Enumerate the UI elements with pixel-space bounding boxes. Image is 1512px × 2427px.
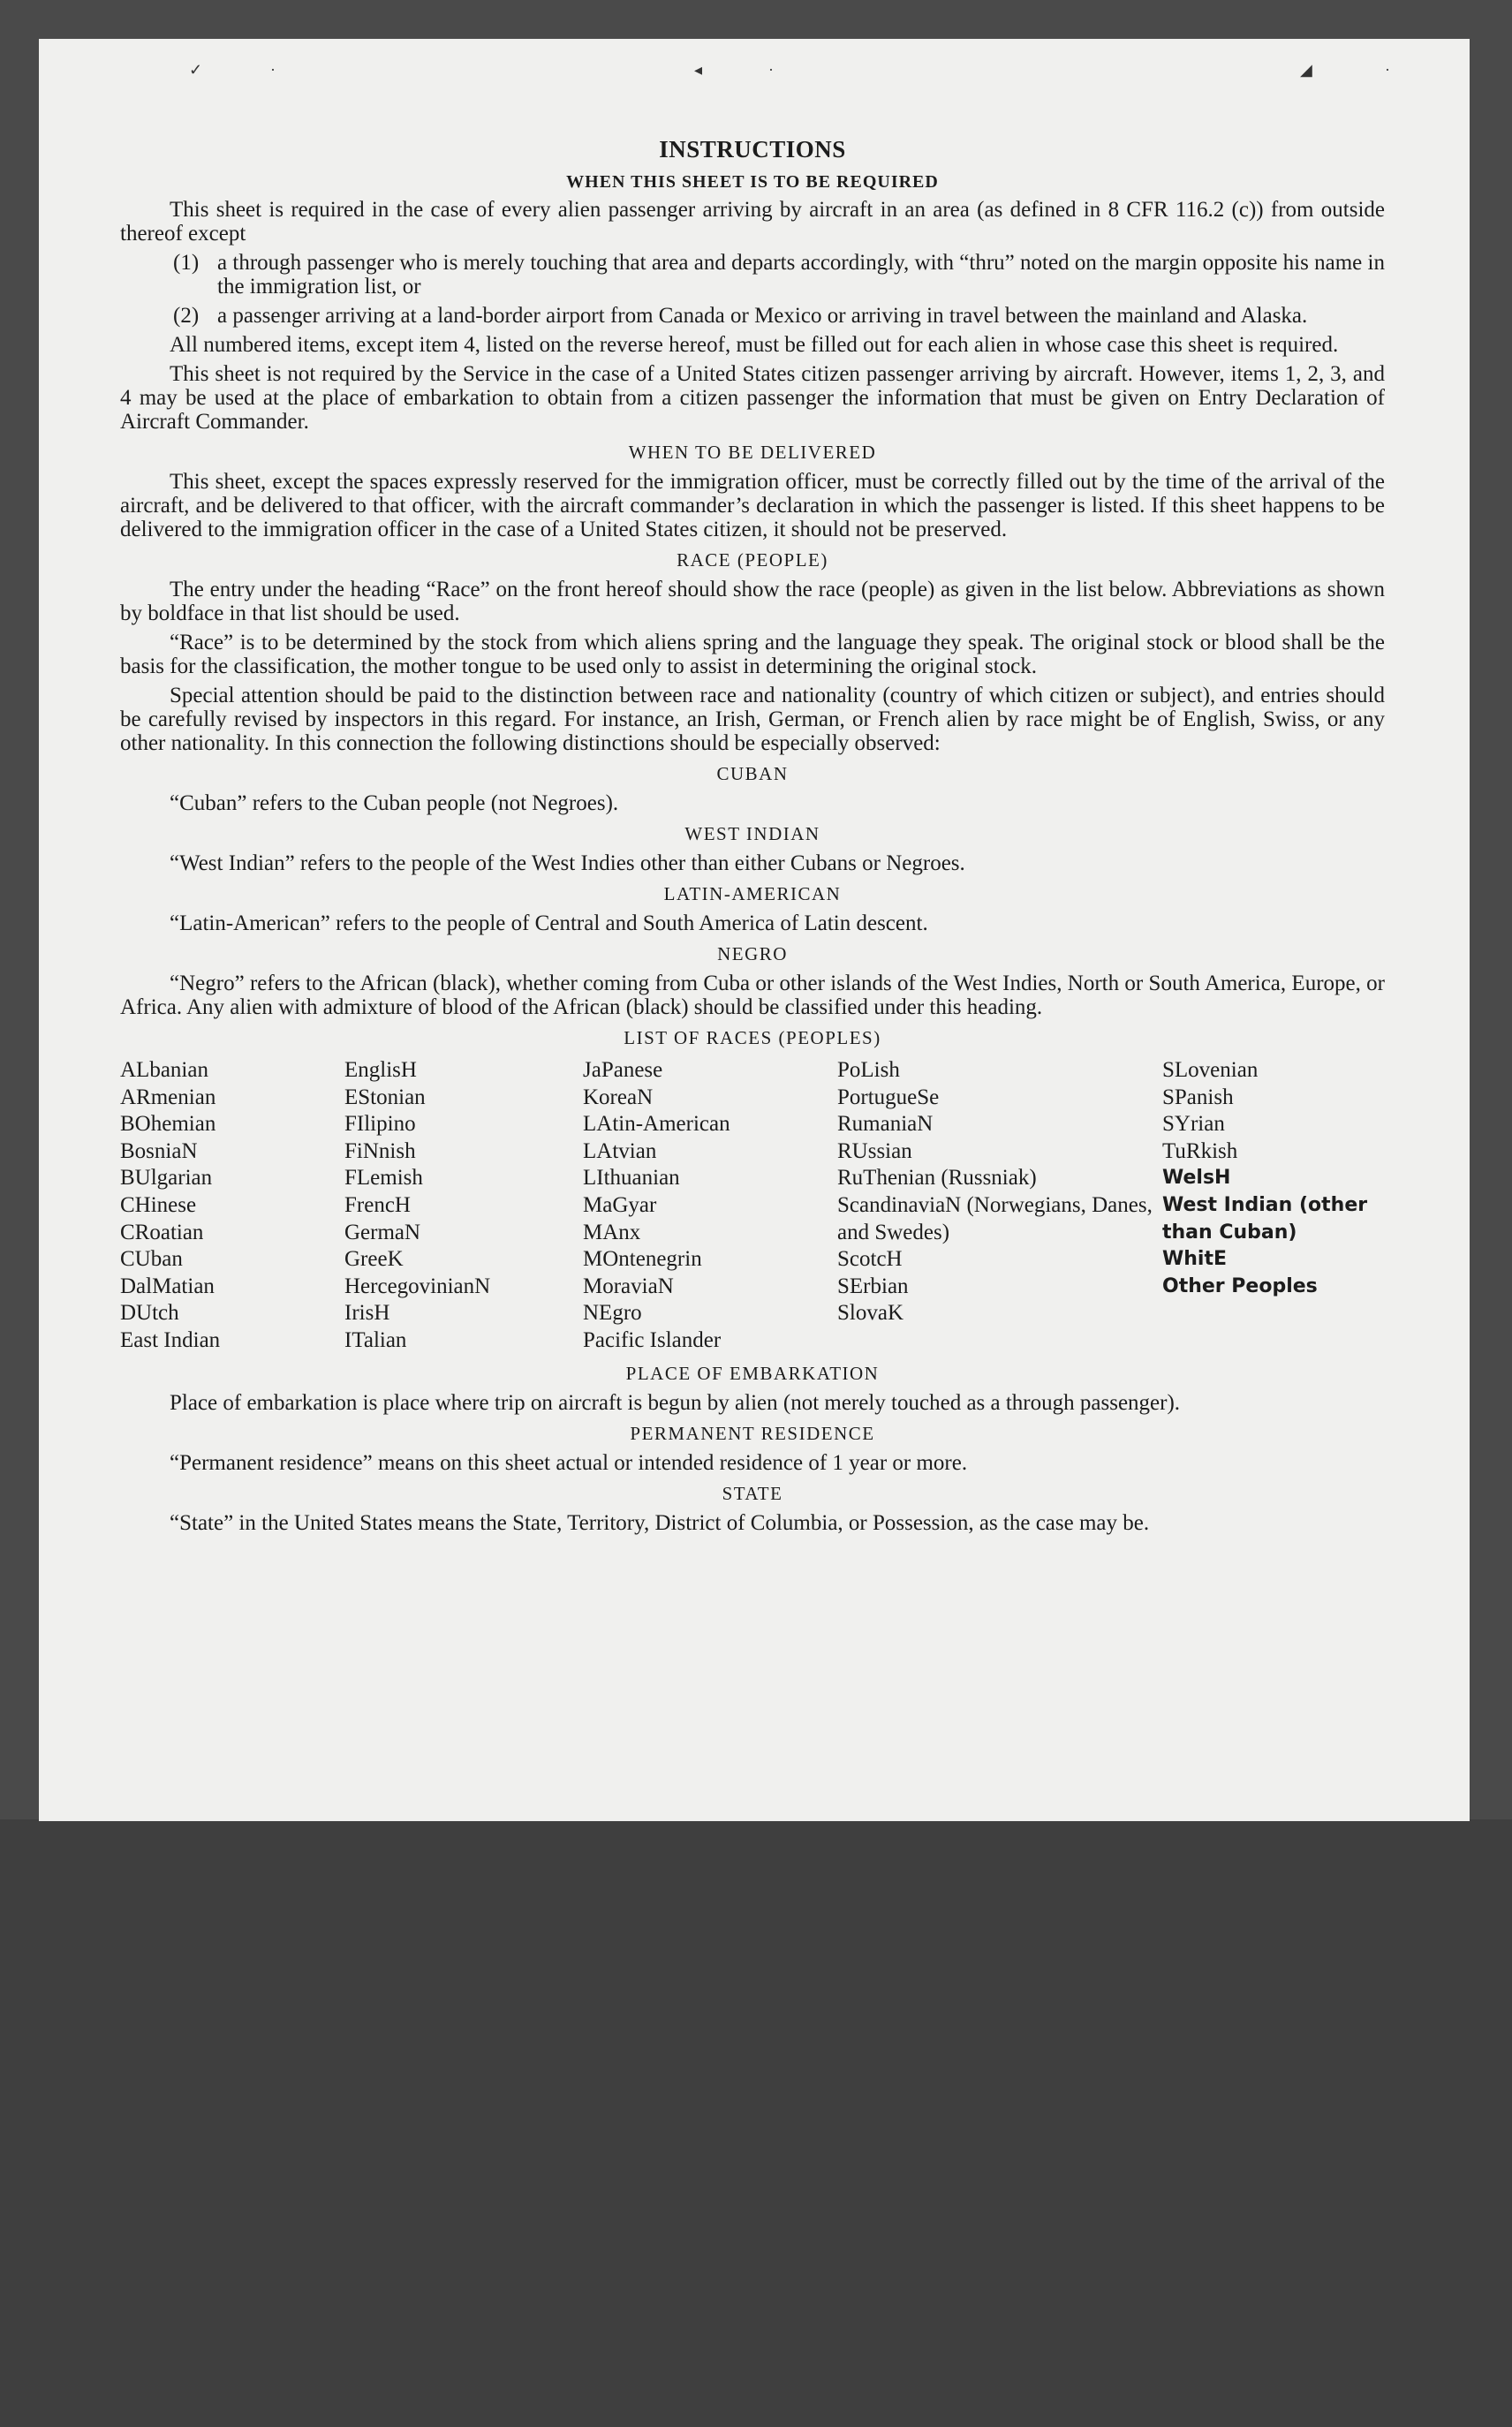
race-entry: EStonian (344, 1085, 426, 1109)
race-entry: NEgro (583, 1301, 642, 1326)
when-required-para2: All numbered items, except item 4, listed on the reverse hereof, must be filled out for each alien in whose case this sheet is required. (170, 333, 1339, 357)
race-entry: LAtin-American (583, 1112, 730, 1137)
race-entry: MaGyar (583, 1192, 657, 1217)
heading-negro: NEGRO (717, 943, 788, 964)
speck: ◂ (694, 61, 703, 79)
race-entry: TuRkish (1162, 1138, 1238, 1163)
race-entry: ScotcH (837, 1247, 903, 1272)
race-entry: WelsH (1162, 1167, 1231, 1190)
race-entry: CUban (120, 1247, 183, 1272)
race-entry: MoraviaN (583, 1274, 674, 1298)
speck: ✓ (189, 61, 203, 79)
races-column (583, 1057, 837, 1355)
page-title: INSTRUCTIONS (659, 136, 846, 163)
exception-item: (1) a through passenger who is merely touching that area and departs accordingly, with “thru” noted on the margin opposite his name in the immigration list, or (173, 251, 1385, 299)
race-entry: EnglisH (344, 1058, 417, 1082)
heading-residence: PERMANENT RESIDENCE (630, 1422, 875, 1444)
race-entry: ALbanian (120, 1058, 208, 1082)
race-entry: Pacific Islander (583, 1327, 722, 1352)
when-required-intro: This sheet is required in the case of every alien passenger arriving by aircraft in an area (as defined in 8 CFR 116.2 (c)) from outside thereof except (120, 198, 1385, 246)
speck: · (768, 61, 774, 79)
scanner-backing (0, 1819, 1512, 2427)
race-entry: HercegovinianN (344, 1274, 491, 1298)
heading-race: RACE (PEOPLE) (677, 549, 828, 571)
heading-embarkation: PLACE OF EMBARKATION (625, 1362, 880, 1384)
race-entry: GreeK (344, 1247, 404, 1272)
race-entry: FrencH (344, 1192, 411, 1217)
speck: ◢ (1300, 61, 1312, 79)
race-entry: MOntenegrin (583, 1247, 702, 1272)
race-entry: RUssian (837, 1138, 912, 1163)
races-column (837, 1057, 1162, 1355)
heading-state: STATE (722, 1482, 783, 1504)
race-entry: JaPanese (583, 1058, 663, 1082)
scan-marks (39, 39, 1470, 92)
race-entry: SPanish (1162, 1085, 1234, 1109)
race-entry: ITalian (344, 1327, 407, 1352)
race-entry: BUlgarian (120, 1166, 213, 1191)
races-list (120, 1057, 1385, 1355)
race-entry: GermaN (344, 1220, 421, 1244)
race-entry: DUtch (120, 1301, 179, 1326)
embarkation-text: Place of embarkation is place where trip on aircraft is begun by alien (not merely touched as a through passenger). (170, 1390, 1181, 1415)
race-entry: PortugueSe (837, 1085, 940, 1109)
race-entry: East Indian (120, 1327, 221, 1352)
west-indian-definition: “West Indian” refers to the people of the West Indies other than either Cubans or Negroes. (170, 851, 965, 875)
speck: · (270, 61, 276, 79)
race-entry: DalMatian (120, 1274, 215, 1298)
race-entry: WhitE (1162, 1248, 1228, 1271)
races-column (344, 1057, 583, 1355)
when-required-para3: This sheet is not required by the Service in the case of a United States citizen passenger arriving by aircraft. However, items 1, 2, 3, and 4 may be used at the place of embarkation to obtain from a citizen passenger the information that must be given on Entry Declaration of Aircraft Commander. (120, 362, 1385, 434)
race-entry: SlovaK (837, 1301, 903, 1326)
race-entry: FLemish (344, 1166, 423, 1191)
cuban-definition: “Cuban” refers to the Cuban people (not Negroes). (170, 791, 619, 815)
race-entry: West Indian (other than Cuban) (1162, 1193, 1368, 1244)
heading-latin-american: LATIN-AMERICAN (663, 883, 842, 904)
negro-definition: “Negro” refers to the African (black), whether coming from Cuba or other islands of the West Indies, North or South America, Europe, or Africa. Any alien with admixture of blood of the African (black) should be classified under this heading. (120, 972, 1385, 1019)
race-entry: ARmenian (120, 1085, 216, 1109)
heading-list-of-races: LIST OF RACES (PEOPLES) (624, 1027, 881, 1048)
race-entry: SYrian (1162, 1112, 1225, 1137)
heading-west-indian: WEST INDIAN (684, 823, 820, 844)
when-delivered-text: This sheet, except the spaces expressly reserved for the immigration officer, must be correctly filled out by the time of the arrival of the aircraft, and be delivered to that officer, with the aircraft commander’s declaration in which the passenger is listed. If this sheet happens to be delivered to the immigration officer in the case of a United States citizen, it should not be preserved. (120, 470, 1385, 541)
race-entry: ScandinaviaN (Norwegians, Danes, and Swedes) (837, 1192, 1153, 1244)
race-entry: KoreaN (583, 1085, 654, 1109)
race-entry: MAnx (583, 1220, 641, 1244)
state-text: “State” in the United States means the State, Territory, District of Columbia, or Possession, as the case may be. (170, 1510, 1150, 1535)
heading-when-delivered: WHEN TO BE DELIVERED (628, 442, 877, 463)
race-entry: SErbian (837, 1274, 909, 1298)
race-entry: BosniaN (120, 1138, 198, 1163)
race-entry: LAtvian (583, 1138, 657, 1163)
race-para1: The entry under the heading “Race” on the front hereof should show the race (people) as given in the list below. Abbreviations as shown by boldface in that list should be used. (120, 578, 1385, 625)
race-entry: PoLish (837, 1058, 900, 1082)
races-column (1162, 1057, 1392, 1355)
race-entry: CRoatian (120, 1220, 204, 1244)
race-entry: RumaniaN (837, 1112, 934, 1137)
race-entry: SLovenian (1162, 1058, 1259, 1082)
speck: · (1385, 61, 1390, 79)
residence-text: “Permanent residence” means on this sheet actual or intended residence of 1 year or more. (170, 1450, 968, 1475)
race-entry: Other Peoples (1162, 1274, 1318, 1297)
race-entry: LIthuanian (583, 1166, 680, 1191)
race-entry: CHinese (120, 1192, 197, 1217)
race-entry: RuThenian (Russniak) (837, 1166, 1037, 1191)
heading-cuban: CUBAN (716, 763, 789, 784)
heading-when-required: WHEN THIS SHEET IS TO BE REQUIRED (566, 172, 939, 192)
race-entry: IrisH (344, 1301, 390, 1326)
race-entry: FIlipino (344, 1112, 416, 1137)
race-entry: FiNnish (344, 1138, 416, 1163)
exception-item: (2) a passenger arriving at a land-border airport from Canada or Mexico or arriving in travel between the mainland and Alaska. (173, 304, 1308, 328)
race-entry: BOhemian (120, 1112, 216, 1137)
document-page (39, 39, 1470, 1821)
race-para2: “Race” is to be determined by the stock from which aliens spring and the language they speak. The original stock or blood shall be the basis for the classification, the mother tongue to be used only to assist in determining the original stock. (120, 631, 1385, 678)
race-para3: Special attention should be paid to the distinction between race and nationality (country of which citizen or subject), and entries should be carefully revised by inspectors in this regard. For instance, an Irish, German, or French alien by race might be of English, Swiss, or any other nationality. In this connection the following distinctions should be especially observed: (120, 684, 1385, 755)
latin-american-definition: “Latin-American” refers to the people of Central and South America of Latin descent. (170, 911, 928, 935)
races-column (120, 1057, 344, 1355)
